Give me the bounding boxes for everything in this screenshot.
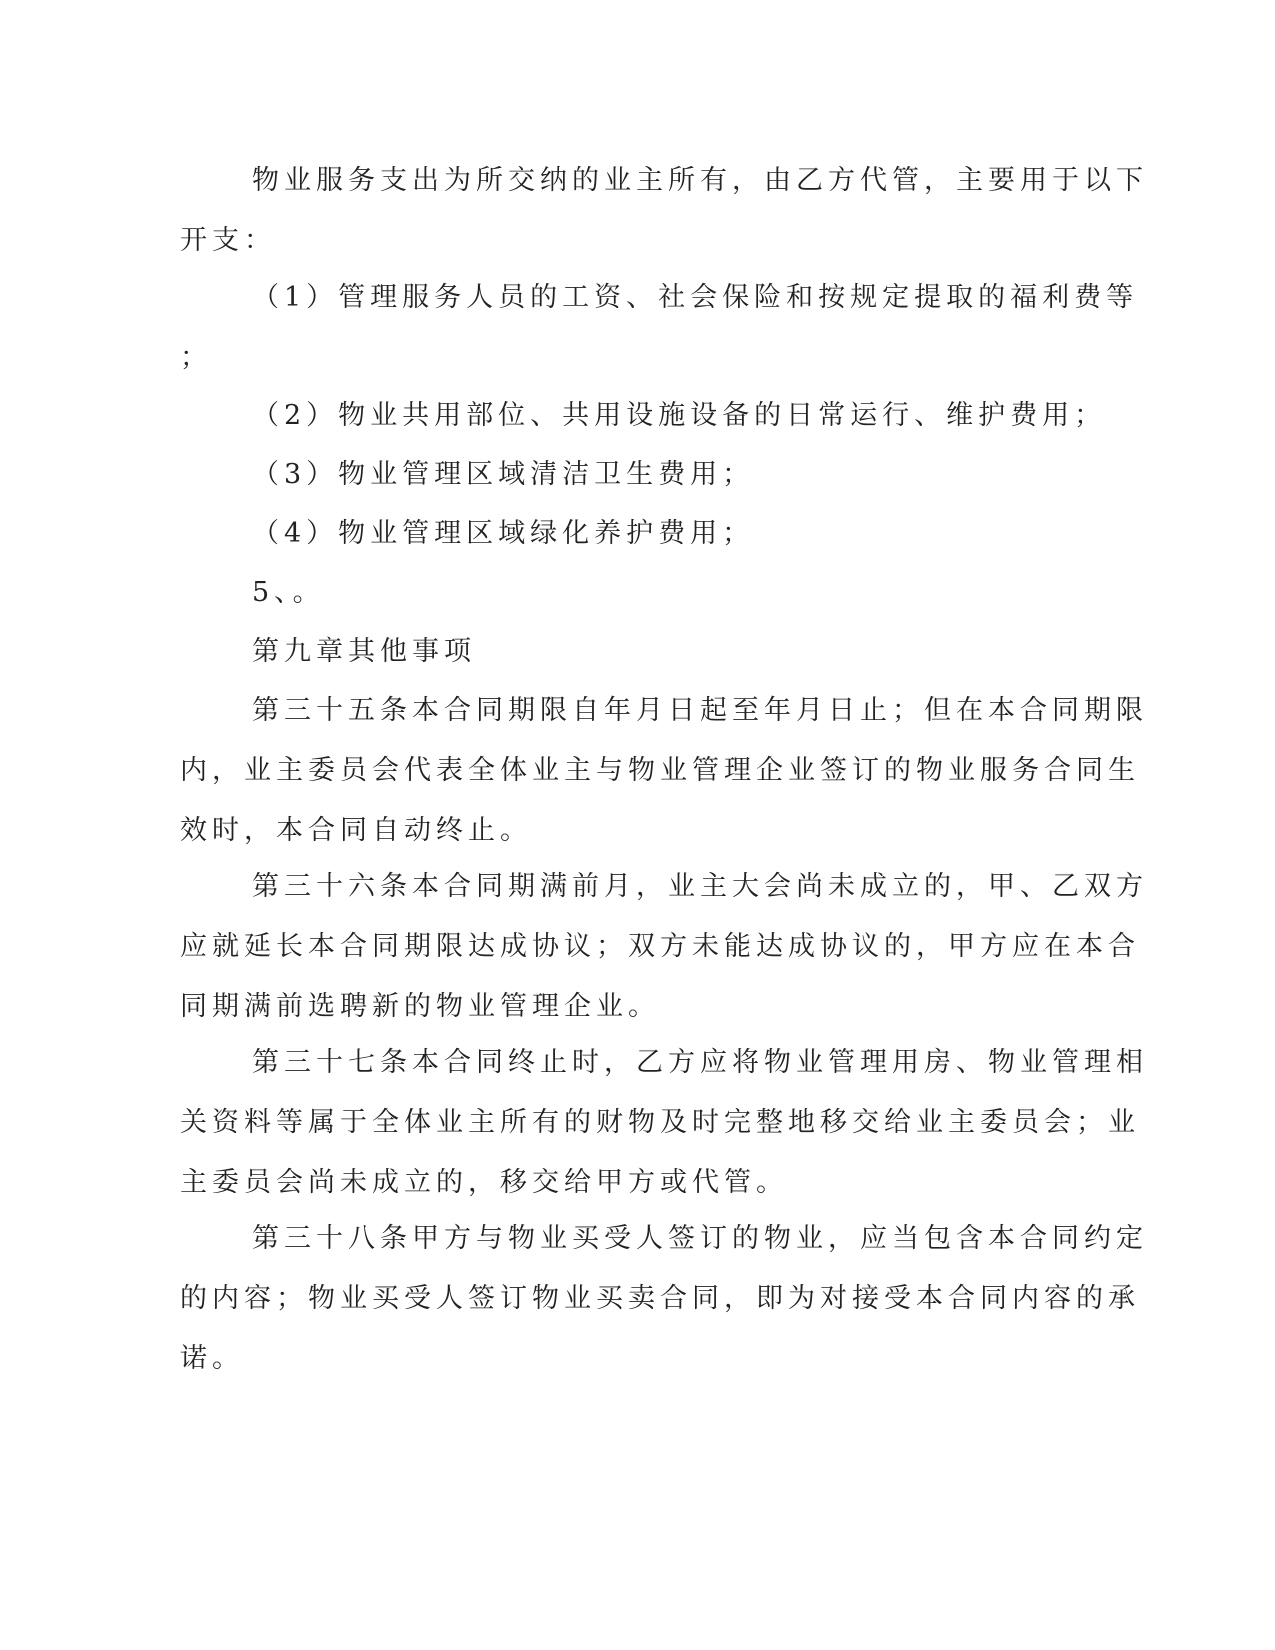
article-38	[180, 1209, 1148, 1389]
article-36	[180, 857, 1148, 1037]
list-item-1	[180, 268, 1139, 388]
list-item-5	[252, 563, 325, 623]
list-item-3	[252, 445, 754, 505]
paragraph-line: 效时，本合同自动终止。	[180, 815, 532, 846]
paragraph-line: 应就延长本合同期限达成协议；双方未能达成协议的，甲方应在本合	[180, 931, 1140, 962]
paragraph-line: （3）物业管理区域清洁卫生费用；	[252, 459, 755, 490]
list-item-4	[252, 504, 754, 564]
paragraph-line: 第三十五条本合同期限自年月日起至年月日止；但在本合同期限	[252, 695, 1148, 726]
paragraph-line: 诺。	[180, 1343, 244, 1374]
paragraph-line: （2）物业共用部位、共用设施设备的日常运行、维护费用；	[252, 400, 1107, 431]
paragraph-line: （1）管理服务人员的工资、社会保险和按规定提取的福利费等	[252, 282, 1139, 313]
paragraph-line: 内，业主委员会代表全体业主与物业管理企业签订的物业服务合同生	[180, 755, 1140, 786]
paragraph-line: 的内容；物业买受人签订物业买卖合同，即为对接受本合同内容的承	[180, 1283, 1140, 1314]
paragraph-line: 第九章其他事项	[252, 636, 476, 667]
paragraph-line: ；	[180, 342, 212, 373]
paragraph-line: 第三十六条本合同期满前月，业主大会尚未成立的，甲、乙双方	[252, 871, 1148, 902]
paragraph-line: 同期满前选聘新的物业管理企业。	[180, 991, 660, 1022]
paragraph-line: 第三十七条本合同终止时，乙方应将物业管理用房、物业管理相	[252, 1047, 1148, 1078]
paragraph-line: 开支：	[180, 225, 276, 256]
paragraph-line: 物业服务支出为所交纳的业主所有，由乙方代管，主要用于以下	[252, 165, 1148, 196]
paragraph-line: 主委员会尚未成立的，移交给甲方或代管。	[180, 1167, 788, 1198]
chapter-heading	[252, 622, 476, 682]
paragraph-line: 第三十八条甲方与物业买受人签订的物业，应当包含本合同约定	[252, 1223, 1148, 1254]
article-35	[180, 681, 1148, 861]
article-37	[180, 1033, 1148, 1213]
paragraph-line: （4）物业管理区域绿化养护费用；	[252, 518, 755, 549]
paragraph-line: 5、。	[252, 577, 325, 608]
paragraph-expense-intro	[180, 151, 1148, 271]
paragraph-line: 关资料等属于全体业主所有的财物及时完整地移交给业主委员会；业	[180, 1107, 1140, 1138]
list-item-2	[252, 386, 1106, 446]
